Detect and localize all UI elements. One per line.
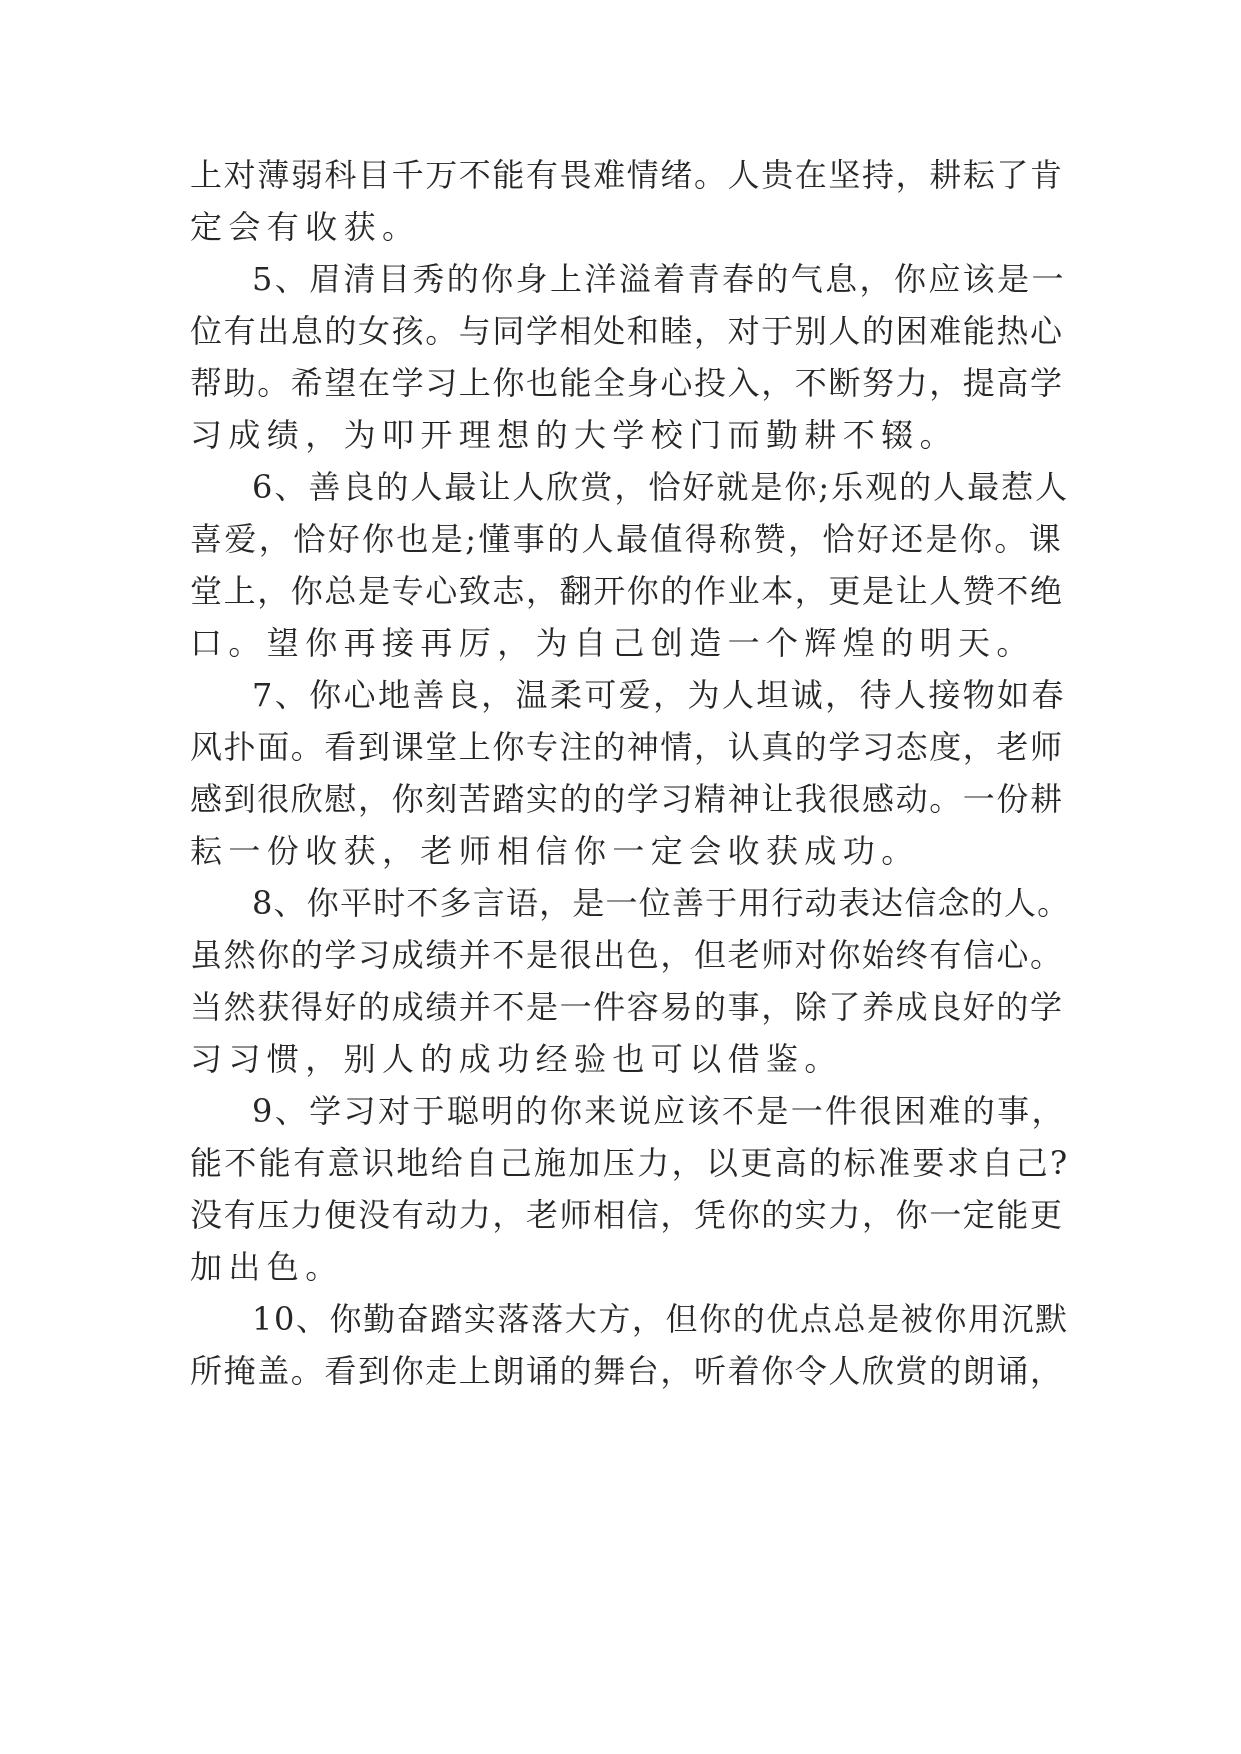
paragraph-9-start: 9、学习对于聪明的你来说应该不是一件很困难的事， <box>252 1092 1066 1130</box>
text-line: 当然获得好的成绩并不是一件容易的事，除了养成良好的学 <box>190 988 1064 1026</box>
paragraph-8-start: 8、你平时不多言语，是一位善于用行动表达信念的人。 <box>252 884 1071 922</box>
text-line: 帮助。希望在学习上你也能全身心投入，不断努力，提高学 <box>190 364 1064 402</box>
text-line: 定会有收获。 <box>190 208 421 246</box>
text-line: 位有出息的女孩。与同学相处和睦，对于别人的困难能热心 <box>190 312 1064 350</box>
paragraph-10-start: 10、你勤奋踏实落落大方，但你的优点总是被你用沉默 <box>252 1300 1069 1338</box>
text-line: 所掩盖。看到你走上朗诵的舞台，听着你令人欣赏的朗诵， <box>190 1352 1064 1390</box>
paragraph-5-start: 5、眉清目秀的你身上洋溢着青春的气息，你应该是一 <box>252 260 1066 298</box>
text-line: 虽然你的学习成绩并不是很出色，但老师对你始终有信心。 <box>190 936 1064 974</box>
text-line: 感到很欣慰，你刻苦踏实的的学习精神让我很感动。一份耕 <box>190 780 1064 818</box>
text-line: 口。望你再接再厉，为自己创造一个辉煌的明天。 <box>190 624 1035 662</box>
text-line: 能不能有意识地给自己施加压力，以更高的标准要求自己? <box>190 1144 1070 1182</box>
text-line: 没有压力便没有动力，老师相信，凭你的实力，你一定能更 <box>190 1196 1064 1234</box>
text-line: 加出色。 <box>190 1248 344 1286</box>
paragraph-7-start: 7、你心地善良，温柔可爱，为人坦诚，待人接物如春 <box>252 676 1066 714</box>
text-line: 耘一份收获，老师相信你一定会收获成功。 <box>190 832 920 870</box>
text-line: 喜爱，恰好你也是;懂事的人最值得称赞，恰好还是你。课 <box>190 520 1064 558</box>
paragraph-6-start: 6、善良的人最让人欣赏，恰好就是你;乐观的人最惹人 <box>252 468 1070 506</box>
text-line: 堂上，你总是专心致志，翻开你的作业本，更是让人赞不绝 <box>190 572 1064 610</box>
text-line: 上对薄弱科目千万不能有畏难情绪。人贵在坚持，耕耘了肯 <box>190 156 1064 194</box>
text-line: 习成绩，为叩开理想的大学校门而勤耕不辍。 <box>190 416 959 454</box>
text-line: 风扑面。看到课堂上你专注的神情，认真的学习态度，老师 <box>190 728 1064 766</box>
text-line: 习习惯，别人的成功经验也可以借鉴。 <box>190 1040 843 1078</box>
